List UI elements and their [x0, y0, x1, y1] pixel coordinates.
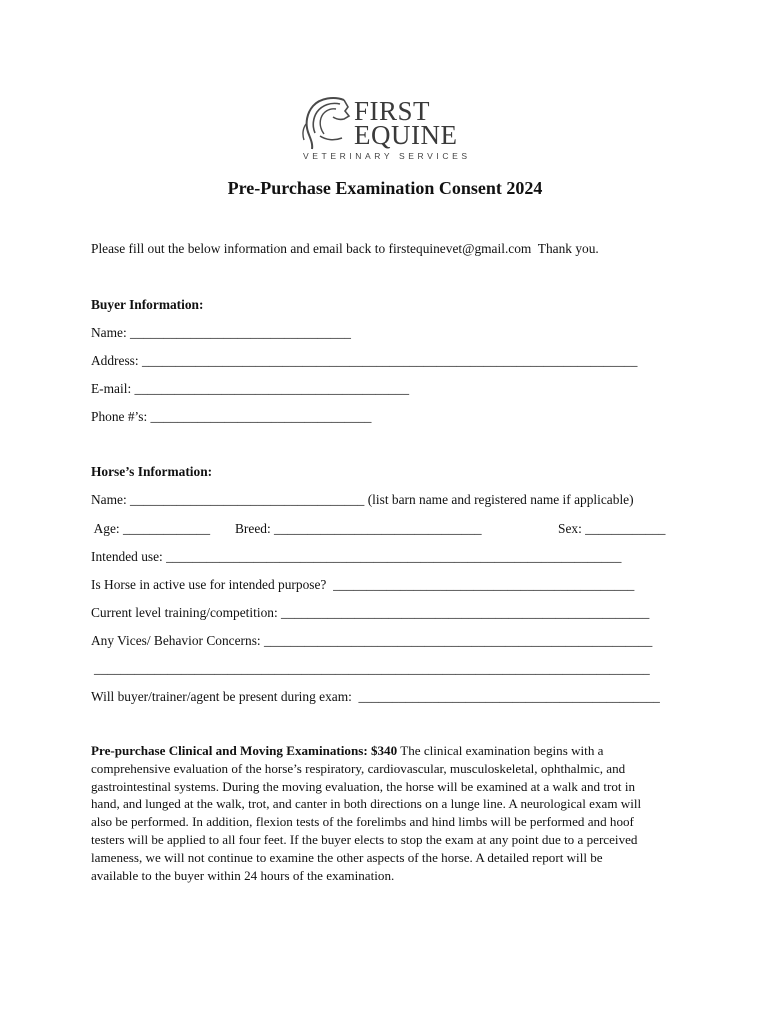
vices-field[interactable]: Any Vices/ Behavior Concerns: __________________________________________________________	[91, 633, 653, 648]
vices-continuation-field[interactable]: ___________________________________________________________________________________	[94, 661, 650, 676]
logo-word-equine: EQUINE	[354, 120, 458, 150]
exam-line: available to the buyer within 24 hours of the examination.	[91, 867, 395, 883]
horse-breed-field[interactable]: Breed: _______________________________	[235, 521, 482, 536]
exam-line: also be performed. In addition, flexion tests of the forelimbs and hind limbs will be performed and hoof	[91, 814, 634, 830]
first-equine-logo	[300, 92, 475, 164]
logo-word-first: FIRST	[354, 96, 431, 126]
horse-name-field[interactable]: Name: ___________________________________ (list barn name and registered name if applicable)	[91, 492, 634, 507]
horse-sex-field[interactable]: Sex: ____________	[558, 521, 666, 536]
buyer-phone-field[interactable]: Phone #’s: _________________________________	[91, 409, 372, 424]
buyer-name-field[interactable]: Name: _________________________________	[91, 325, 351, 340]
horse-heading: Horse’s Information:	[91, 464, 213, 479]
buyer-present-field[interactable]: Will buyer/trainer/agent be present during exam: _____________________________________________	[91, 689, 660, 704]
exam-heading: Pre-purchase Clinical and Moving Examinations: $340	[91, 743, 398, 758]
logo-tagline: VETERINARY SERVICES	[303, 151, 471, 161]
exam-description	[91, 742, 681, 884]
intended-use-field[interactable]: Intended use: ____________________________________________________________________	[91, 549, 622, 564]
intro-text: Please fill out the below information and email back to firstequinevet@gmail.com Thank you.	[91, 241, 599, 256]
active-use-field[interactable]: Is Horse in active use for intended purpose? _____________________________________________	[91, 577, 635, 592]
buyer-address-field[interactable]: Address: __________________________________________________________________________	[91, 353, 638, 368]
exam-line: testers will be applied to all four feet. If the buyer elects to stop the exam at any point due to a perceived	[91, 831, 638, 847]
buyer-heading: Buyer Information:	[91, 297, 204, 312]
exam-line: lameness, we will not continue to examine the other aspects of the horse. A detailed report will be	[91, 849, 603, 865]
buyer-email-field[interactable]: E-mail: _________________________________________	[91, 381, 410, 396]
horse-age-field[interactable]: Age: _____________	[91, 521, 211, 536]
page-title: Pre-Purchase Examination Consent 2024	[227, 178, 543, 198]
exam-line: comprehensive evaluation of the horse’s respiratory, cardiovascular, musculoskeletal, ophthalmic, and	[91, 760, 626, 776]
exam-line: hand, and lunged at the walk, trot, and canter in both directions on a lunge line. A neurological exam will	[91, 796, 642, 812]
exam-line: gastrointestinal systems. During the moving evaluation, the horse will be examined at a walk and trot in	[91, 778, 635, 794]
exam-line: Pre-purchase Clinical and Moving Examinations: $340 The clinical examination begins with a	[91, 743, 604, 758]
horse-head-icon	[300, 94, 352, 152]
training-level-field[interactable]: Current level training/competition: _______________________________________________________	[91, 605, 650, 620]
